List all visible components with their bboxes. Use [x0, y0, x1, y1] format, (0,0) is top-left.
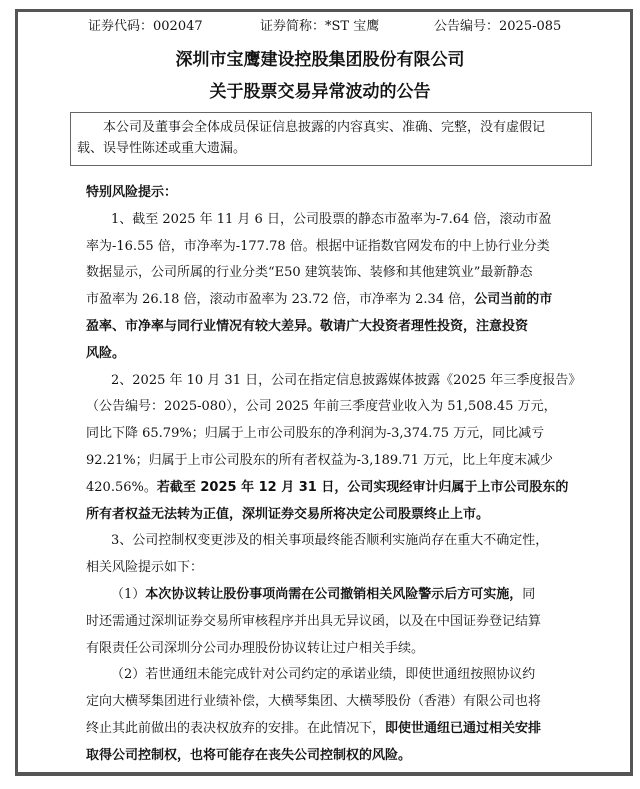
- text: 市盈率为 26.18 倍，滚动市盈率为 23.72 倍，市净率为 2.34 倍，: [86, 292, 475, 308]
- disclaimer-box: [70, 112, 592, 166]
- company-title: 深圳市宝鹰建设控股集团股份有限公司: [175, 50, 465, 70]
- bold-text: 所有者权益无法转为正值，深圳证券交易所将决定公司股票终止上市。: [86, 506, 490, 522]
- text: （公告编号：2025-080），公司 2025 年前三季度营业收入为 51,508.45 万元，: [86, 399, 557, 415]
- bold-text: 取得公司控制权，也将可能存在丧失公司控制权的风险。: [86, 747, 412, 763]
- body-line: [86, 451, 553, 471]
- security-short-name: 证券简称：*ST 宝鹰: [260, 19, 380, 34]
- text: 2、2025 年 10 月 31 日，公司在指定信息披露媒体披露《2025 年三季度报告》: [111, 372, 582, 388]
- text: 定向大横琴集团进行业绩补偿，大横琴集团、大横琴股份（香港）有限公司也将: [86, 694, 542, 710]
- text: 同比下降 65.79%；归属于上市公司股东的净利润为-3,374.75 万元，同比减亏: [86, 426, 545, 442]
- bold-text: 即使世通纽已通过相关安排: [385, 721, 542, 736]
- body-line: [86, 290, 552, 310]
- body-line: [86, 237, 550, 257]
- body-line: [86, 639, 424, 659]
- text: 数据显示，公司所属的行业分类“E50 建筑装饰、装修和其他建筑业”最新静态: [86, 265, 533, 281]
- text: 92.21%；归属于上市公司股东的所有者权益为-3,189.71 万元，比上年度末减少: [86, 453, 553, 468]
- disclaimer-line-1: 本公司及董事会全体成员保证信息披露的内容真实、准确、完整，没有虚假记: [103, 120, 546, 135]
- text: 1、截至 2025 年 11 月 6 日，公司股票的静态市盈率为-7.64 倍，滚动市盈: [111, 211, 552, 227]
- text: 时还需通过深圳证券交易所审核程序并出具无异议函，以及在中国证券登记结算: [86, 613, 542, 629]
- body-line: [111, 371, 581, 391]
- bold-text: 若截至 2025 年 12 月 31 日，公司实现经审计归属于上市公司股东的: [156, 479, 569, 495]
- body-line: [86, 344, 125, 364]
- text: 3、公司控制权变更涉及的相关事项最终能否顺利实施尚存在重大不确定性，: [111, 533, 549, 549]
- text: 有限责任公司深圳分公司办理股份协议转让过户相关手续。: [86, 640, 425, 656]
- body-line: [111, 585, 535, 605]
- bold-text: 风险。: [86, 345, 126, 361]
- text: 420.56%。: [86, 479, 157, 495]
- text: （1）: [111, 587, 146, 602]
- bold-text: 本次协议转让股份事项尚需在公司撤销相关风险警示后方可实施，: [145, 587, 523, 602]
- body-line: [86, 612, 541, 632]
- body-line: [86, 746, 411, 766]
- body-line: [86, 478, 568, 498]
- body-line: [86, 424, 544, 444]
- text: 相关风险提示如下：: [86, 560, 204, 576]
- text: （2）若世通纽未能完成针对公司约定的承诺业绩，即使世通纽按照协议约: [111, 667, 536, 683]
- text: 率为-16.55 倍，市净率为-177.78 倍。根据中证指数官网发布的中上协行业分类: [86, 238, 550, 254]
- body-line: [111, 531, 548, 551]
- body-line: [86, 317, 528, 337]
- body-line: [111, 210, 551, 230]
- body-line: [86, 397, 557, 417]
- body-line: [86, 263, 532, 283]
- text: 同: [522, 587, 536, 602]
- text: 终止其此前做出的表决权放弃的安排。在此情况下，: [86, 721, 386, 736]
- body-line: [86, 558, 203, 578]
- body-line: [86, 505, 489, 525]
- notice-number: 公告编号：2025-085: [434, 19, 562, 34]
- body-line: [86, 719, 541, 739]
- announcement-title: 关于股票交易异常波动的公告: [209, 82, 431, 102]
- body-line: [86, 183, 177, 203]
- body-line: [111, 665, 535, 685]
- bold-text: 特别风险提示：: [86, 185, 178, 200]
- security-code: 证券代码：002047: [88, 19, 203, 34]
- bold-text: 公司当前的市: [474, 292, 553, 308]
- bold-text: 盈率、市净率与同行业情况有较大差异。敬请广大投资者理性投资，注意投资: [86, 319, 529, 334]
- body-line: [86, 692, 541, 712]
- disclaimer-line-2: 载、误导性陈述或重大遗漏。: [77, 141, 247, 156]
